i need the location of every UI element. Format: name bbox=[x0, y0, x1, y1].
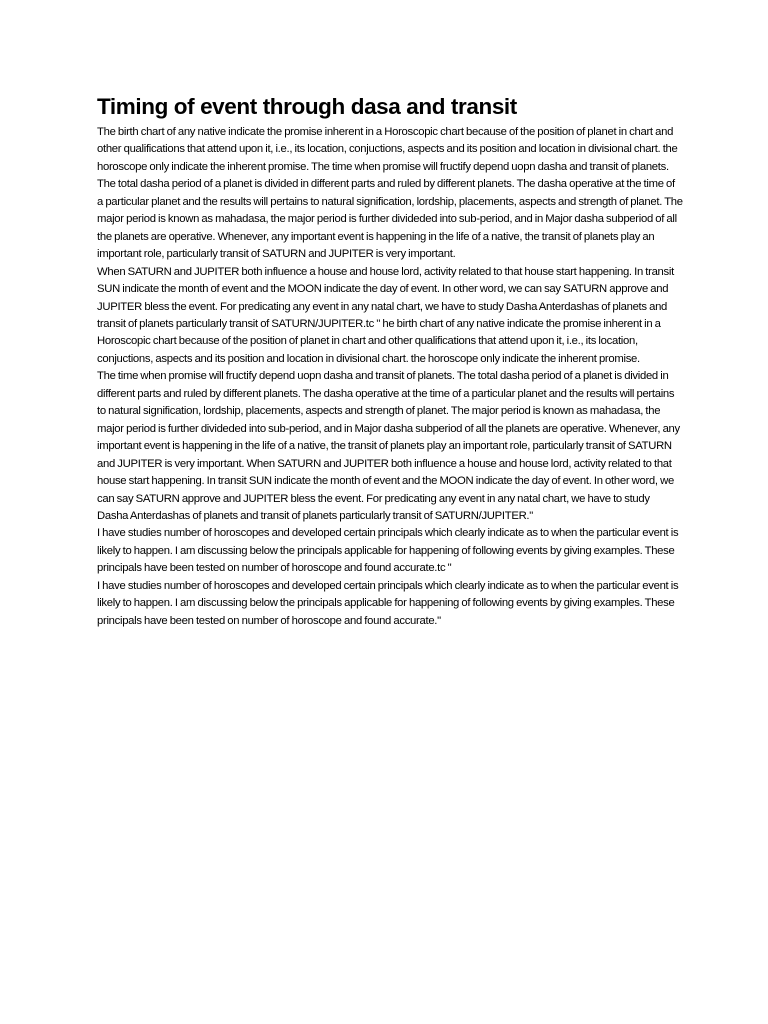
paragraph: The time when promise will fructify depend uopn dasha and transit of planets. The total dasha period of a planet is divided in different parts and ruled by different planets. The dasha operative at the time of a particular planet and the results will pertains to natural signification, lordship, placements, aspects and strength of planet. The major period is known as mahadasa, the major period is further divideded into sub-period, and in Major dasha subperiod of all the planets are operative. Whenever, any important event is happening in the life of a native, the transit of planets play an important role, particularly transit of SATURN and JUPITER is very important. When SATURN and JUPITER both influence a house and house lord, activity related to that house start happening. In transit SUN indicate the month of event and the MOON indicate the day of event. In other word, we can say SATURN approve and JUPITER bless the event. For predicating any event in any natal chart, we have to study Dasha Anterdashas of planets and transit of planets particularly transit of SATURN/JUPITER." bbox=[97, 370, 680, 522]
paragraph: I have studies number of horoscopes and developed certain principals which clearly indicate as to when the particular event is likely to happen. I am discussing below the principals applicable for happening of following events by giving examples. These principals have been tested on number of horoscope and found accurate.tc " bbox=[97, 527, 679, 575]
document-body bbox=[97, 124, 683, 630]
paragraph: The birth chart of any native indicate the promise inherent in a Horoscopic chart because of the position of planet in chart and other qualifications that attend upon it, i.e., its location, conjuctions, aspects and its position and location in divisional chart. the horoscope only indicate the inherent promise. The time when promise will fructify depend uopn dasha and transit of planets. The total dasha period of a planet is divided in different parts and ruled by different planets. The dasha operative at the time of a particular planet and the results will pertains to natural signification, lordship, placements, aspects and strength of planet. The major period is known as mahadasa, the major period is further divideded into sub-period, and in Major dasha subperiod of all the planets are operative. Whenever, any important event is happening in the life of a native, the transit of planets play an important role, particularly transit of SATURN and JUPITER is very important. bbox=[97, 126, 683, 261]
paragraph: I have studies number of horoscopes and developed certain principals which clearly indicate as to when the particular event is likely to happen. I am discussing below the principals applicable for happening of following events by giving examples. These principals have been tested on number of horoscope and found accurate." bbox=[97, 579, 679, 627]
document-page bbox=[97, 92, 683, 630]
paragraph: When SATURN and JUPITER both influence a house and house lord, activity related to that house start happening. In transit SUN indicate the month of event and the MOON indicate the day of event. In other word, we can say SATURN approve and JUPITER bless the event. For predicating any event in any natal chart, we have to study Dasha Anterdashas of planets and transit of planets particularly transit of SATURN/JUPITER.tc " he birth chart of any native indicate the promise inherent in a Horoscopic chart because of the position of planet in chart and other qualifications that attend upon it, i.e., its location, conjuctions, aspects and its position and location in divisional chart. the horoscope only indicate the inherent promise. bbox=[97, 265, 674, 365]
document-title: Timing of event through dasa and transit bbox=[97, 94, 517, 119]
